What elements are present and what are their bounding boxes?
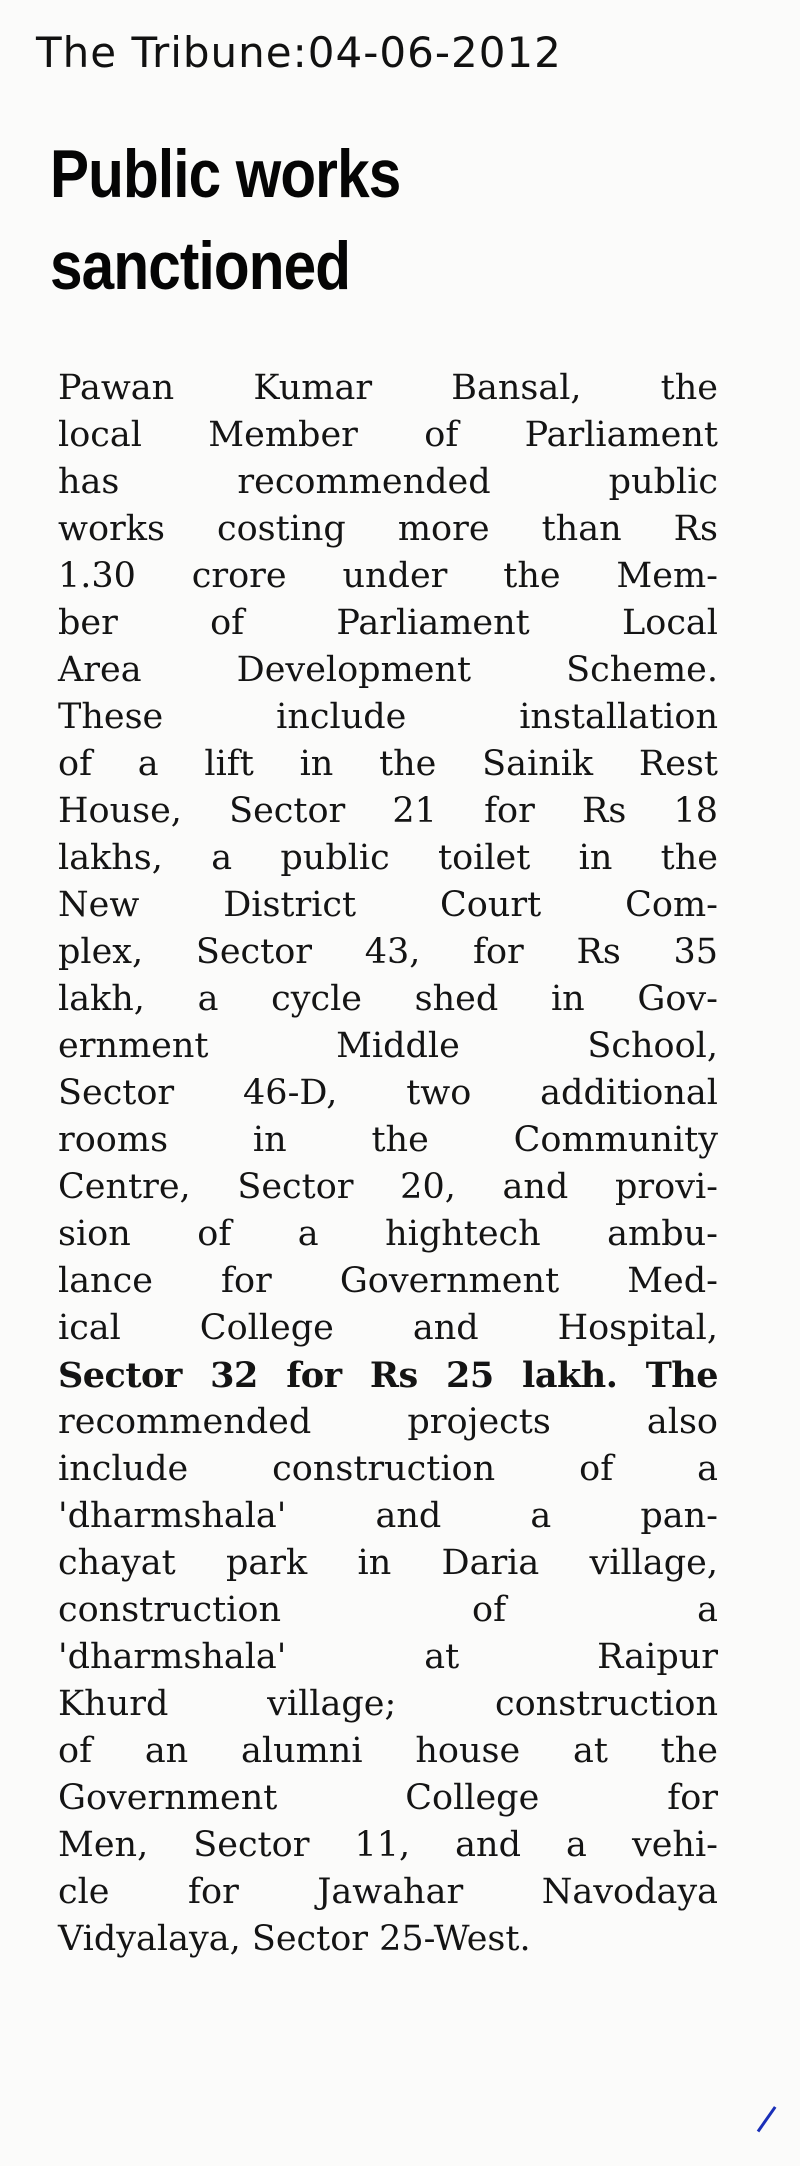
body-line: House, Sector 21 for Rs 18 <box>58 791 718 831</box>
body-line: Vidyalaya, Sector 25-West. <box>58 1919 531 1959</box>
body-line: construction of a <box>58 1590 718 1630</box>
pen-stroke-mark <box>757 2106 777 2132</box>
body-line: Men, Sector 11, and a vehi- <box>58 1825 718 1865</box>
body-line: 'dharmshala' and a pan- <box>58 1496 718 1536</box>
body-line: plex, Sector 43, for Rs 35 <box>58 932 718 972</box>
headline-line: Public works <box>50 136 401 212</box>
body-line: lakhs, a public toilet in the <box>58 838 718 878</box>
body-line: lance for Government Med- <box>58 1261 718 1301</box>
body-line: These include installation <box>58 697 718 737</box>
body-line: chayat park in Daria village, <box>58 1543 718 1583</box>
body-line: ernment Middle School, <box>58 1026 718 1066</box>
body-line: New District Court Com- <box>58 885 718 925</box>
body-line: Sector 32 for Rs 25 lakh. The <box>58 1355 718 1396</box>
headline-line: sanctioned <box>50 228 351 304</box>
newspaper-source-date: The Tribune:04-06-2012 <box>36 28 562 77</box>
body-line: works costing more than Rs <box>58 509 718 549</box>
body-line: cle for Jawahar Navodaya <box>58 1872 718 1912</box>
body-line: Sector 46-D, two additional <box>58 1073 718 1113</box>
body-line: Pawan Kumar Bansal, the <box>58 368 718 408</box>
body-line: Area Development Scheme. <box>58 650 718 690</box>
article-body <box>58 365 718 1963</box>
body-line: local Member of Parliament <box>58 415 718 455</box>
body-line: recommended projects also <box>58 1402 718 1442</box>
body-line: include construction of a <box>58 1449 718 1489</box>
body-line: ical College and Hospital, <box>58 1308 718 1348</box>
body-line: Centre, Sector 20, and provi- <box>58 1167 718 1207</box>
body-line: of an alumni house at the <box>58 1731 718 1771</box>
body-line: rooms in the Community <box>58 1120 718 1160</box>
body-line: lakh, a cycle shed in Gov- <box>58 979 718 1019</box>
article-headline <box>50 128 532 312</box>
body-line: 1.30 crore under the Mem- <box>58 556 718 596</box>
body-line: Khurd village; construction <box>58 1684 718 1724</box>
body-line: Government College for <box>58 1778 718 1818</box>
body-line: ber of Parliament Local <box>58 603 718 643</box>
body-line: has recommended public <box>58 462 718 502</box>
body-line: of a lift in the Sainik Rest <box>58 744 718 784</box>
body-line: sion of a hightech ambu- <box>58 1214 718 1254</box>
body-line: 'dharmshala' at Raipur <box>58 1637 718 1677</box>
